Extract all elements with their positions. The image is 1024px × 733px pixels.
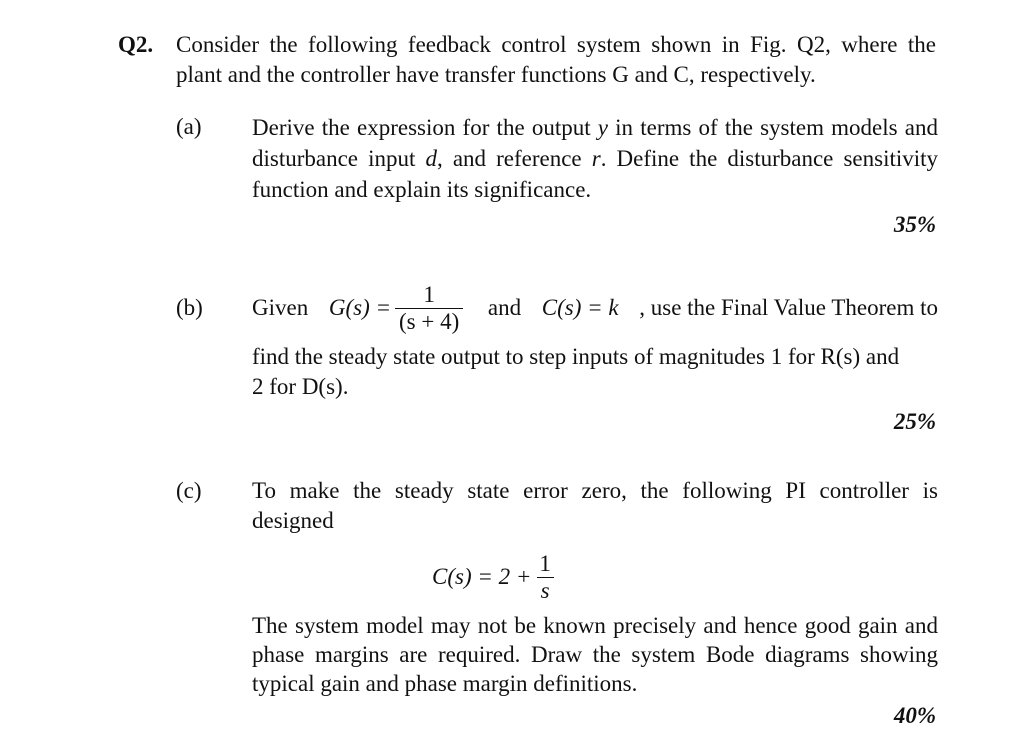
pi-controller-formula [432, 545, 559, 609]
part-b-marks: 25% [893, 409, 936, 434]
pi-formula-denominator: s [537, 577, 554, 604]
part-b-and: and [487, 295, 522, 320]
g-transfer-function [329, 282, 467, 335]
var-r: r [591, 146, 601, 171]
g-numerator: 1 [423, 281, 435, 307]
part-b-text: find the steady state output to step inputs of magnitudes 1 for R(s) and 2 for D(s). [252, 344, 900, 399]
part-a-label: (a) [176, 114, 202, 139]
var-y: y [597, 115, 608, 140]
c-transfer-function: C(s) = k [541, 295, 619, 320]
part-a-text-3: , and reference [436, 146, 582, 171]
part-c-marks: 40% [893, 703, 936, 728]
question-number: Q2. [118, 32, 154, 57]
part-b-given: Given [252, 295, 309, 320]
part-c-text-1: To make the steady state error zero, the following PI controller is designed [252, 478, 938, 533]
part-a-text-1: Derive the expression for the output [252, 115, 591, 140]
part-b-label: (b) [176, 295, 203, 320]
part-c-label: (c) [176, 478, 202, 503]
part-c-text-2: The system model may not be known precisely and hence good gain and phase margins are required. Draw the system Bode diagrams showing typical gain and phase margin definitions. [252, 613, 938, 696]
part-a-text-2: in terms of the system models and disturbance input [252, 115, 938, 171]
g-denominator: (s + 4) [395, 308, 463, 335]
pi-formula-fraction [535, 551, 555, 604]
part-a-text [252, 112, 938, 205]
part-a-text-4: . Define the disturbance sensitivity function and explain its significance. [252, 146, 939, 202]
question-stem: Consider the following feedback control system shown in Fig. Q2, where the plant and the controller have transfer functions G and C, respectively. [176, 32, 936, 87]
part-a-marks: 35% [893, 212, 936, 237]
g-lhs: G(s) = [328, 295, 392, 320]
part-b-rest-line1: , use the Final Value Theorem to [639, 295, 938, 320]
part-b-formula-line [252, 278, 938, 338]
var-d: d [425, 146, 437, 171]
g-fraction [395, 282, 463, 335]
pi-formula-numerator: 1 [539, 550, 551, 576]
pi-formula-lhs: C(s) = 2 + [432, 564, 532, 589]
